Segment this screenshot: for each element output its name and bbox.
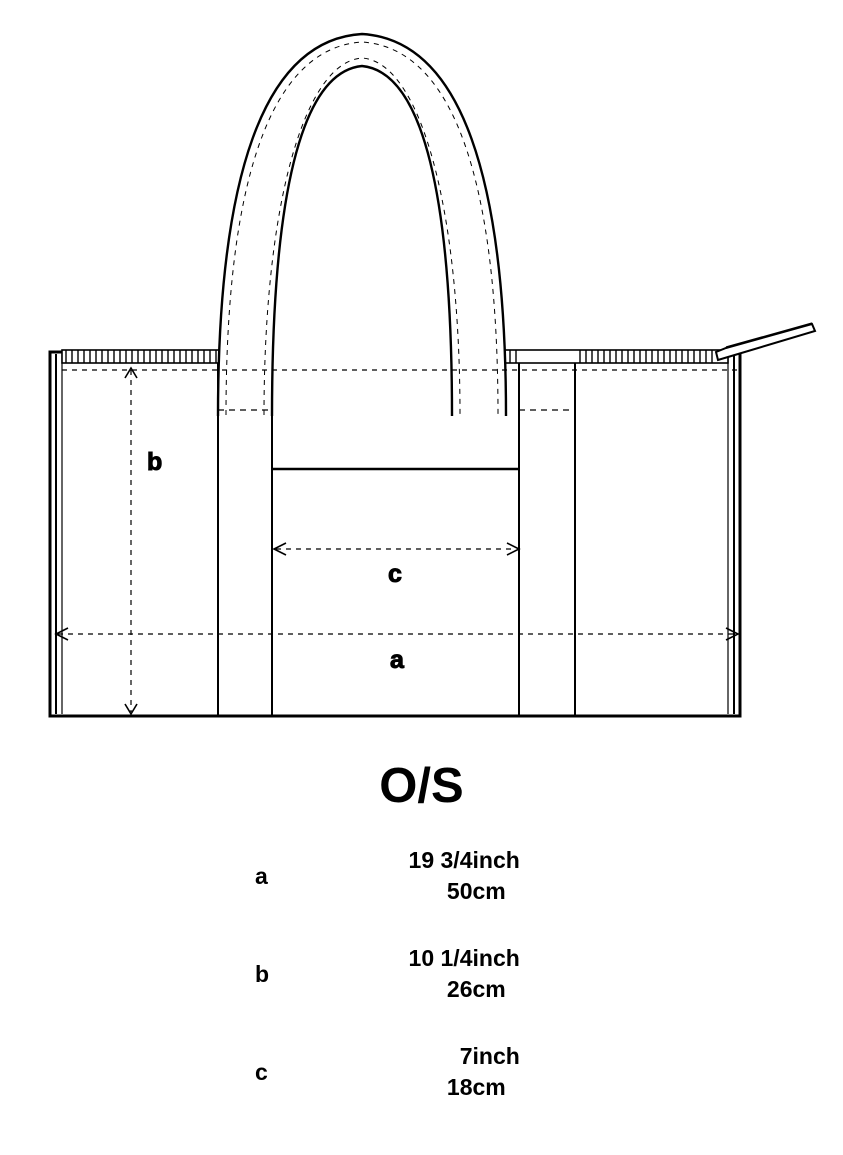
bag-body-group xyxy=(50,34,815,716)
measure-inch-unit-a: inch xyxy=(472,847,520,873)
measure-key-a: a xyxy=(255,862,268,889)
zipper-pull-icon xyxy=(716,323,815,360)
measure-cm-unit-b: cm xyxy=(472,976,506,1002)
measure-cm-b: 26 xyxy=(446,976,473,1002)
measure-cm-unit-c: cm xyxy=(472,1074,506,1100)
measure-inch-unit-b: inch xyxy=(472,945,520,971)
measure-cm-c: 18 xyxy=(446,1074,473,1100)
table-row xyxy=(255,845,585,876)
measure-inch-b: 10 1/4 xyxy=(408,945,473,971)
measure-key-c: c xyxy=(255,1058,268,1085)
measure-cm-a: 50 xyxy=(446,878,473,904)
measure-inch-unit-c: inch xyxy=(472,1043,520,1069)
table-row xyxy=(255,1041,585,1072)
table-row xyxy=(255,943,585,974)
size-title: O/S xyxy=(379,759,464,813)
dimension-label-a: a xyxy=(390,646,404,674)
measurements-table xyxy=(255,845,585,1103)
table-spacer xyxy=(255,1005,585,1041)
dimension-label-b: b xyxy=(147,448,163,476)
measure-cm-unit-a: cm xyxy=(472,878,506,904)
measure-key-b: b xyxy=(255,960,270,987)
measure-inch-a: 19 3/4 xyxy=(408,847,473,873)
table-spacer xyxy=(255,907,585,943)
dimension-label-c: c xyxy=(388,560,402,588)
bag-handle-left xyxy=(218,34,506,416)
measure-inch-c: 7 xyxy=(459,1043,473,1069)
